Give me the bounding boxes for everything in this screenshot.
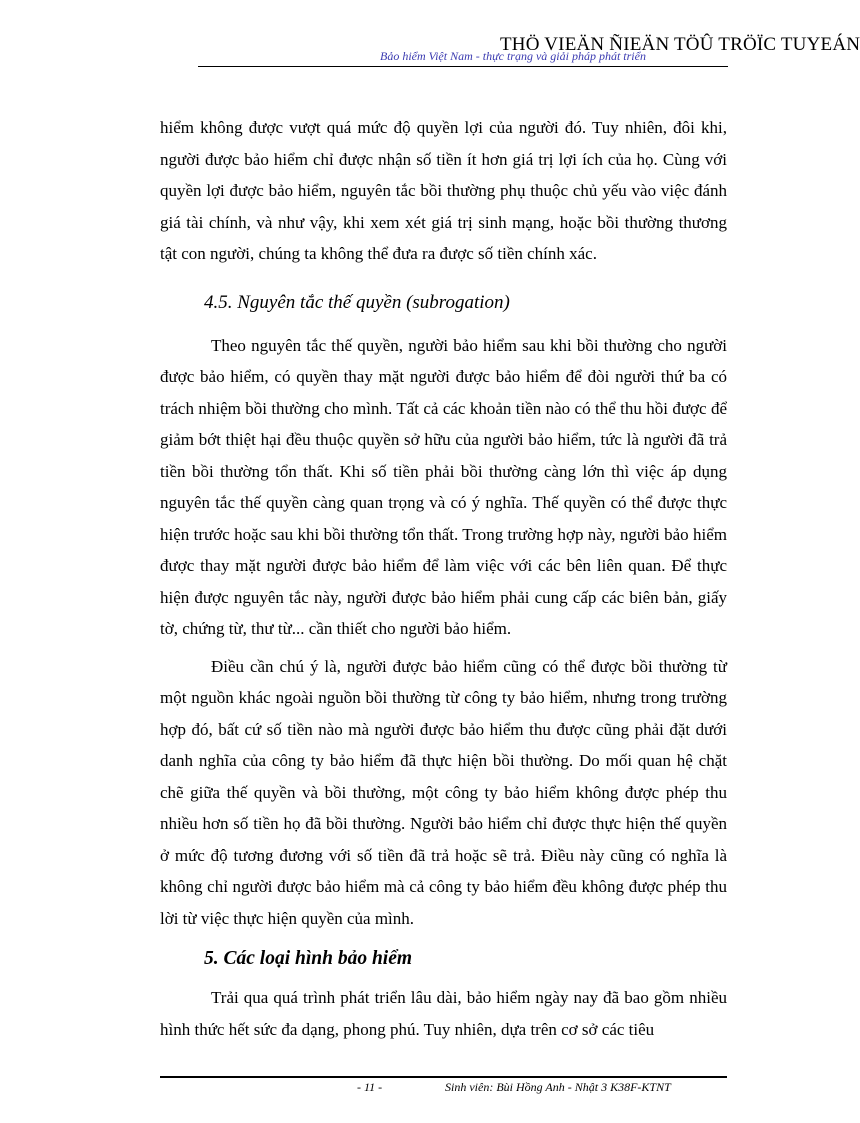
section-heading-4-5: 4.5. Nguyên tắc thế quyền (subrogation) [204,291,510,313]
page-number: - 11 - [357,1080,383,1094]
paragraph-subrogation-1: Theo nguyên tắc thế quyền, người bảo hiểm sau khi bồi thường cho người được bảo hiểm, có quyền thay mặt người được bảo hiểm để đòi người thứ ba có trách nhiệm bồi thường cho mình. Tất cả các khoản tiền nào có thể thu hồi được để giảm bớt thiệt hại đều thuộc quyền sở hữu của người bảo hiểm, tức là người đã trả tiền bồi thường tổn thất. Khi số tiền phải bồi thường càng lớn thì việc áp dụng nguyên tắc thế quyền càng quan trọng và có ý nghĩa. Thế quyền có thể được thực hiện trước hoặc sau khi bồi thường tổn thất. Trong trường hợp này, người bảo hiểm được thay mặt người được bảo hiểm để làm việc với các bên liên quan. Để thực hiện được nguyên tắc này, người được bảo hiểm phải cung cấp các biên bản, giấy tờ, chứng từ, thư từ... cần thiết cho người bảo hiểm. [160,335,727,638]
paragraph-insurance-types: Trải qua quá trình phát triển lâu dài, bảo hiểm ngày nay đã bao gồm nhiều hình thức hết sức đa dạng, phong phú. Tuy nhiên, dựa trên cơ sở các tiêu [160,988,727,1039]
paragraph-continuation: hiểm không được vượt quá mức độ quyền lợi của người đó. Tuy nhiên, đôi khi, người được bảo hiểm chỉ được nhận số tiền ít hơn giá trị lợi ích của họ. Cùng với quyền lợi được bảo hiểm, nguyên tắc bồi thường phụ thuộc chủ yếu vào việc đánh giá tài chính, và như vậy, khi xem xét giá trị sinh mạng, hoặc bồi thường thương tật con người, chúng ta không thể đưa ra được số tiền chính xác. [160,118,727,263]
section-heading-5: 5. Các loại hình bảo hiểm [204,948,413,969]
footer-student-info: Sinh viên: Bùi Hồng Anh - Nhật 3 K38F-KTNT [445,1080,671,1094]
header-rule [198,66,728,67]
header-subtitle: Bảo hiểm Việt Nam - thực trạng và giải pháp phát triển [380,49,646,63]
document-body [160,112,727,1045]
footer-rule [160,1076,727,1078]
paragraph-subrogation-2: Điều cần chú ý là, người được bảo hiểm cũng có thể được bồi thường từ một nguồn khác ngoài nguồn bồi thường từ công ty bảo hiểm, nhưng trong trường hợp đó, bất cứ số tiền nào mà người được bảo hiểm thu được cũng phải đặt dưới danh nghĩa của công ty bảo hiểm đã thực hiện bồi thường. Do mối quan hệ chặt chẽ giữa thế quyền và bồi thường, một công ty bảo hiểm không được phép thu nhiều hơn số tiền họ đã bồi thường. Người bảo hiểm chỉ được thực hiện thế quyền ở mức độ tương đương với số tiền đã trả hoặc sẽ trả. Điều này cũng có nghĩa là không chỉ người được bảo hiểm mà cả công ty bảo hiểm đều không được phép thu lời từ việc thực hiện quyền của mình. [160,656,727,928]
header-watermark: THÖ VIEÄN ÑIEÄN TÖÛ TRÖÏC TUYEÁN [500,34,860,55]
